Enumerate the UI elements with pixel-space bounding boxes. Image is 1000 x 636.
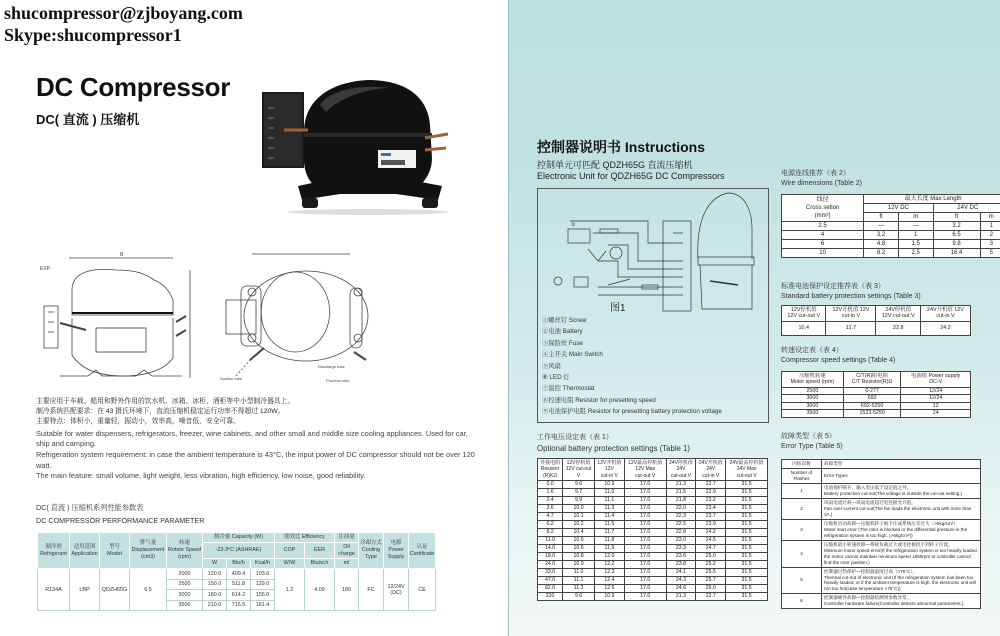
legend-item: ⑦温控 Thermostat: [542, 385, 595, 393]
table-row: 33.0 11.0 12.3 17.0 24.1 25.5 31.5: [538, 568, 768, 576]
table1-header: 12V最高停机值 12V Max cut-out V: [624, 459, 666, 481]
table1-header: 24V停机值 24V cut-out V: [666, 459, 696, 481]
error-type-table: 闪烁次数 故障类型 Number of Flashes Error Types 1 电池保护断开，输入电压低于设定值之外。 Battery protection cut-out(The voltage is outside the cut-out setting.) 2 风扇电流过载—风扇电流超过电控板允许值。 Fan over-current cut-out(The fan loads the electronic unit with more than 1A.) 3 压缩机启动故障—压缩机转子被卡住或系统压差过大（>5kg/cm²） Motor start error (The rotor is blocked or the differential pressure in the refrigeration system is too high. (>5kg/cm²)) 4 压缩机最小转速故障—系统负载过大或电控板找不到转子位置。 Minimum motor speed error(If the refrigeration system is too heavily loaded, the motor cannot maintain minimum speed 1850rpm or controller cannot find the rotor position.) 5 控制器过热保护—控制器温度过高（>75°C）。 Thermal cut-out of electronic unit (If the refrigeration system has been too heavily loaded, or if the ambient temperature is high, the electronic unit will run too hot(case temperature >75°C)) 6 控制器硬件故障—控制器检测到参数异常。 Controller hardware failure(Controller detects abnormal parameters.): [781, 459, 981, 609]
table-row: 3.6 10.0 11.3 17.0 22.0 23.4 31.5: [538, 504, 768, 512]
performance-heading: [36, 502, 204, 528]
table-row: 47.0 11.1 12.4 17.0 24.3 25.7 31.5: [538, 576, 768, 584]
table-row: 3 压缩机启动故障—压缩机转子被卡住或系统压差过大（>5kg/cm²） Motor start error (The rotor is blocked or the differential pressure in the refrigeration system is too high. (>5kg/cm²)): [782, 519, 981, 540]
table-row: 3000 692 12/24: [782, 395, 971, 403]
performance-heading-en: DC COMPRESSOR PERFORMANCE PARAMETER: [36, 515, 205, 525]
table5-caption-cn: 故障类型（表 5）: [781, 433, 836, 440]
wiring-diagram: [538, 189, 768, 314]
table-row: 0.0 9.6 10.9 17.0 21.3 22.7 31.5: [538, 480, 768, 488]
svg-text:Process tube: Process tube: [326, 378, 350, 383]
table4-caption: [781, 346, 895, 366]
table5-caption-en: Error Type (Table 5): [781, 443, 843, 451]
table2-caption: [781, 169, 862, 189]
legend-item: ①螺丝钉 Screw: [542, 317, 587, 324]
table-row: 2.5 — — 3.2 1: [782, 222, 1000, 231]
instructions-subtitle-en: Electronic Unit for QDZH65G DC Compressors: [537, 171, 725, 181]
table1-header: 外接电阻 Resistor (R)KΩ: [538, 459, 563, 481]
legend-item: ⑨电池保护电阻 Resistor for presetting battery protection voltage: [542, 408, 722, 416]
table-row: 24.0 10.9 12.2 17.0 23.8 25.2 31.5: [538, 560, 768, 568]
table2-caption-cn: 电源连线推荐（表 2）: [781, 170, 850, 177]
legend-item: ④主开关 Main Switch: [542, 351, 603, 359]
table-row: 2 风扇电流过载—风扇电流超过电控板允许值。 Fan over-current cut-out(The fan loads the electronic unit with more than 1A.): [782, 498, 981, 519]
compressor-speed-table: 压缩机转速 Motor speed (rpm) C/T(R)阻电阻 C/T Resistor(R)Ω 电源值 Power supply DC-V 2500 0-277 12/24 3000 692 12/24 3000 692-5250 12 3500 1523-5250 24: [781, 371, 971, 418]
table3-caption-cn: 标准电池保护设定推荐表（表 3）: [781, 283, 885, 290]
table1-header: 24V开机值 24V cut-in V: [696, 459, 726, 481]
table5-caption: [781, 432, 843, 452]
table-row: 4 压缩机最小转速故障—系统负载过大或电控板找不到转子位置。 Minimum motor speed error(If the refrigeration system is too heavily loaded, the motor cannot maintain minimum speed 1850rpm or controller cannot find the rotor position.): [782, 540, 981, 567]
legend-item: ②电池 Battery: [542, 328, 583, 336]
wiring-diagram-box: [537, 188, 769, 423]
instructions-subtitle-cn: 控制单元可匹配 QDZH65G 直流压缩机: [537, 160, 693, 170]
table-row: 3500 1523-5250 24: [782, 410, 971, 418]
dimension-drawings: [36, 240, 376, 390]
table-row: 5 控制器过热保护—控制器温度过高（>75°C）。 Thermal cut-out of electronic unit (If the refrigeration system has been too heavily loaded, or if the ambient temperature is high, the electronic unit will run too hot(case temperature >75°C)): [782, 567, 981, 594]
svg-text:Discharge tube: Discharge tube: [318, 364, 345, 369]
wire-dimensions-table: 线径 Cross setion (mm²) 最大长度 Max Length 12V DC 24V DC ft m ft m 2.5 — — 3.2 1 4 3.2 1 6.5 2 6 4.8 1.5 9.8 3 10 8.2 2.5 16.4 5: [781, 194, 1000, 258]
legend-item: ③保险丝 Fuse: [542, 339, 583, 347]
table3-caption-en: Standard battery protection settings (Table 3): [781, 293, 921, 301]
standard-battery-protection-table: 12V停机值 12V cut-out V 12V开机值 12V cut-in V 24V停机值 12V cut-out V 24V开机值 12V cut-in V 10.4 11.7 22.8 24.2: [781, 305, 971, 336]
table2-caption-en: Wire dimensions (Table 2): [781, 180, 862, 188]
table4-caption-cn: 转速设定表（表 4）: [781, 347, 843, 354]
compressor-photo: [250, 70, 455, 215]
table-row: 10.4 11.7 22.8 24.2: [782, 321, 971, 335]
table-row: 3000 180.0 614.2 155.0: [38, 590, 436, 601]
table-row: 1 电池保护断开，输入电压低于设定值之外。 Battery protection cut-out(The voltage is outside the cut-out setting.): [782, 483, 981, 498]
table-row: 1.6 9.7 11.0 17.0 21.5 22.9 31.5: [538, 488, 768, 496]
table1-caption: [537, 433, 690, 454]
table-row: R134A LBP QDZH65G 6.5 2000 120.0 409.4 103.6 1.2 4.09 180 FC 12/24V (DC) CE: [38, 569, 436, 580]
performance-table: 制冷剂 Refrigerant 适用范围 Application 型号 Model 排气量 Displacement (cm3) 转速 Rotate Speed (rpm) 制冷量 Capacity (W) 能效比 Efficiency 注油量 冷却方式 Cooling Type 电源 Power Supply 认证 Certificate -23.3°C (ASHRAE) COP EER Oil charge W Btu/h Kcal/h W/W Btu/w.h ml R134A LBP QDZH65G 6.5 2000 120.0 409.4 103.6 1.2 4.09 180 FC 12/24V (DC) CE 2500 150.0 511.8 129.0 3000 180.0 614.2 155.0 3500 210.0 716.5 181.4: [37, 532, 436, 611]
table-row: 6 控制器硬件故障—控制器检测到参数异常。 Controller hardware failure(Controller detects abnormal parameters.): [782, 594, 981, 609]
description-cn-line: 主要应用于车载、船用和野外作用的饮水机、冰箱、冰柜、酒柜等中小型制冷器具上。: [36, 398, 295, 405]
table-row: 82.0 11.3 12.5 17.0 24.6 26.0 31.5: [538, 584, 768, 592]
description-en-line: Refrigeration system requirement: in case the ambient temperature is 43°C, the input power of DC compressor should not be over 120 watt.: [36, 450, 475, 470]
table-row: 6 4.8 1.5 9.8 3: [782, 240, 1000, 249]
table-row: 3500 210.0 716.5 181.4: [38, 600, 436, 611]
svg-text:Suction tube: Suction tube: [220, 376, 243, 381]
table-row: 6.2 10.2 11.5 17.0 22.5 23.9 31.5: [538, 520, 768, 528]
table-row: 3000 692-5250 12: [782, 402, 971, 410]
table1-caption-cn: 工作电压设定表（表 1）: [537, 434, 613, 441]
table-row: 4 3.2 1 6.5 2: [782, 231, 1000, 240]
diagram-legend: [542, 315, 722, 418]
description-cn-line: 主要特点：体积小，重量轻，振动小，效率高，噪音低，安全可靠。: [36, 417, 240, 425]
table-row: 14.0 10.6 11.9 17.0 23.3 24.7 31.5: [538, 544, 768, 552]
page-title: DC Compressor: [36, 72, 231, 102]
table-row: 10 8.2 2.5 16.4 5: [782, 249, 1000, 258]
instructions-title: 控制器说明书 Instructions: [537, 139, 706, 155]
table-row: 18.0 10.8 12.0 17.0 23.6 25.0 31.5: [538, 552, 768, 560]
contact-email: shucompressor@zjboyang.com: [4, 3, 243, 23]
description-en-line: The main feature: small volume, light weight, less vibration, high efficiency, low noise, good reliability.: [36, 471, 366, 481]
description-cn-line: 制冷系统匹配要求：在 43 摄氏环境下，直流压缩机稳定运行功率不得超过 120W。: [36, 407, 285, 415]
svg-text:B: B: [120, 252, 124, 258]
page-subtitle: DC( 直流 ) 压缩机: [36, 112, 140, 127]
svg-text:EXP: EXP: [40, 266, 51, 272]
table1-caption-en: Optional battery protection settings (Table 1): [537, 444, 690, 454]
table-row: 11.0 10.5 11.8 17.0 23.0 24.5 31.5: [538, 536, 768, 544]
legend-item: ⑧控速电阻 Resistor for presetting speed: [542, 396, 656, 404]
description-en-line: Suitable for water dispensers, refrigerators, freezer, wine cabinets, and other small and middle size cooling appliances. Used for car, ship and camping.: [36, 428, 468, 449]
contact-skype: Skype:shucompressor1: [4, 25, 182, 45]
table-row: 220 9.6 10.9 17.0 21.3 22.7 31.5: [538, 592, 768, 600]
description: [36, 397, 476, 482]
legend-item: ⑤风扇: [542, 362, 561, 370]
table-row: 8.2 10.4 11.7 17.0 22.8 24.2 31.5: [538, 528, 768, 536]
table4-caption-en: Compressor speed settings (Table 4): [781, 357, 896, 365]
right-page: [508, 0, 1000, 636]
table-row: 2500 150.0 511.8 129.0: [38, 579, 436, 590]
performance-heading-cn: DC( 直流 ) 压缩机系列性能参数表: [36, 503, 144, 512]
battery-protection-table: [537, 458, 768, 601]
figure-label: 图1: [610, 303, 626, 314]
svg-text:②: ②: [571, 222, 576, 228]
table-row: 2.4 9.9 11.1 17.0 21.8 23.2 31.5: [538, 496, 768, 504]
legend-item: ⑥ LED 灯: [542, 374, 570, 382]
table-row: 4.7 10.1 11.4 17.0 22.3 23.7 31.5: [538, 512, 768, 520]
table1-header: 24V最高停机值 24V Max cut-out V: [726, 459, 768, 481]
table-row: 2500 0-277 12/24: [782, 387, 971, 395]
table3-caption: [781, 282, 921, 302]
table1-header: 12V开机值 12V cut-in V: [594, 459, 624, 481]
table1-header: 12V停机值 12V cut-out V: [563, 459, 595, 481]
